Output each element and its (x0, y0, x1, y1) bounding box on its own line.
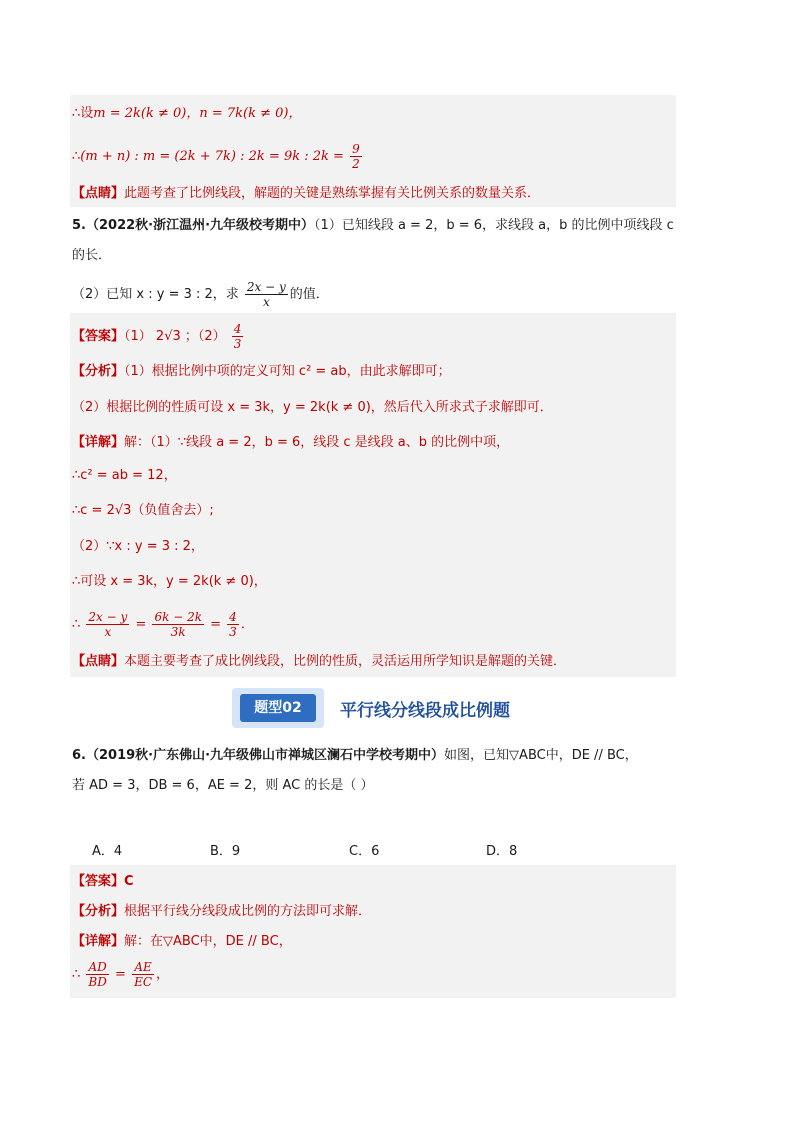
q5-detail-1: 【详解】解：（1）∵线段 a = 2，b = 6，线段 c 是线段 a、b 的比例中项， (72, 435, 510, 450)
section-badge (232, 688, 324, 728)
option-d[interactable]: D．8 (486, 844, 518, 859)
q5-detail-3: ∴c = 2√3（负值舍去）; (72, 503, 214, 518)
q6-analysis: 【分析】根据平行线分线段成比例的方法即可求解． (72, 904, 372, 919)
q6-detail-2: ∴ $\frac{AD}{BD}$ = $\frac{AE}{EC}$ ， (72, 960, 170, 989)
q5-note: 【点睛】本题主要考查了成比例线段，比例的性质，灵活运用所学知识是解题的关键． (72, 654, 567, 669)
q5-answer: 【答案】（1） 2√3 ；（2） $\frac{4}{3}$ (72, 322, 242, 351)
fraction: $\frac{4}{3}$ (233, 322, 242, 351)
q6-detail-1: 【详解】解：在▽ABC中，DE // BC， (72, 934, 292, 949)
q5-detail-6: ∴ $\frac{2x - y}{x}$ = $\frac{6k - 2k}{3k}$ = $\frac{4}{3}$ ． (72, 610, 254, 639)
top-line-2: ∴(m + n) : m = (2k + 7k) : 2k = 9k : 2k = $\frac{9}{2}$ (72, 142, 360, 171)
q6-stem-cont: 若 AD = 3，DB = 6，AE = 2，则 AC 的长是（ ） (72, 778, 374, 793)
q6-stem: 6.（2019秋·广东佛山·九年级佛山市禅城区澜石中学校考期中）如图，已知▽ABC中，DE // BC， (72, 748, 638, 763)
option-b[interactable]: B．9 (210, 844, 241, 859)
fraction: $\frac{2x - y}{x}$ (88, 610, 128, 639)
q5-part2: （2）已知 x : y = 3 : 2，求 $\frac{2x - y}{x}$ 的值． (72, 280, 329, 309)
fraction: $\frac{AE}{EC}$ (134, 960, 153, 989)
q5-detail-4: （2）∵x : y = 3 : 2， (72, 539, 204, 554)
q5-stem-cont: 的长． (72, 248, 112, 263)
q5-detail-5: ∴可设 x = 3k，y = 2k(k ≠ 0)， (72, 574, 267, 589)
q5-analysis-1: 【分析】（1）根据比例中项的定义可知 c² = ab，由此求解即可； (72, 364, 451, 379)
fraction: $\frac{9}{2}$ (352, 142, 360, 171)
fraction: $\frac{2x - y}{x}$ (246, 280, 286, 309)
top-note: 【点睛】此题考查了比例线段，解题的关键是熟练掌握有关比例关系的数量关系． (72, 186, 541, 201)
option-a[interactable]: A．4 (92, 844, 123, 859)
option-c[interactable]: C．6 (349, 844, 380, 859)
section-badge-label: 题型02 (240, 694, 316, 722)
top-line-1: ∴设m = 2k(k ≠ 0)，n = 7k(k ≠ 0)， (72, 106, 302, 121)
fraction: $\frac{4}{3}$ (229, 610, 237, 639)
fraction: $\frac{AD}{BD}$ (88, 960, 107, 989)
q5-detail-2: ∴c² = ab = 12， (72, 468, 177, 483)
section-title: 平行线分线段成比例题 (340, 701, 510, 721)
q5-stem: 5.（2022秋·浙江温州·九年级校考期中）（1）已知线段 a = 2，b = 6，求线段 a，b 的比例中项线段 c (72, 218, 674, 233)
q5-analysis-2: （2）根据比例的性质可设 x = 3k，y = 2k(k ≠ 0)，然后代入所求式子求解即可． (72, 400, 553, 415)
fraction: $\frac{6k - 2k}{3k}$ (154, 610, 202, 639)
q6-answer: 【答案】C (72, 874, 134, 889)
